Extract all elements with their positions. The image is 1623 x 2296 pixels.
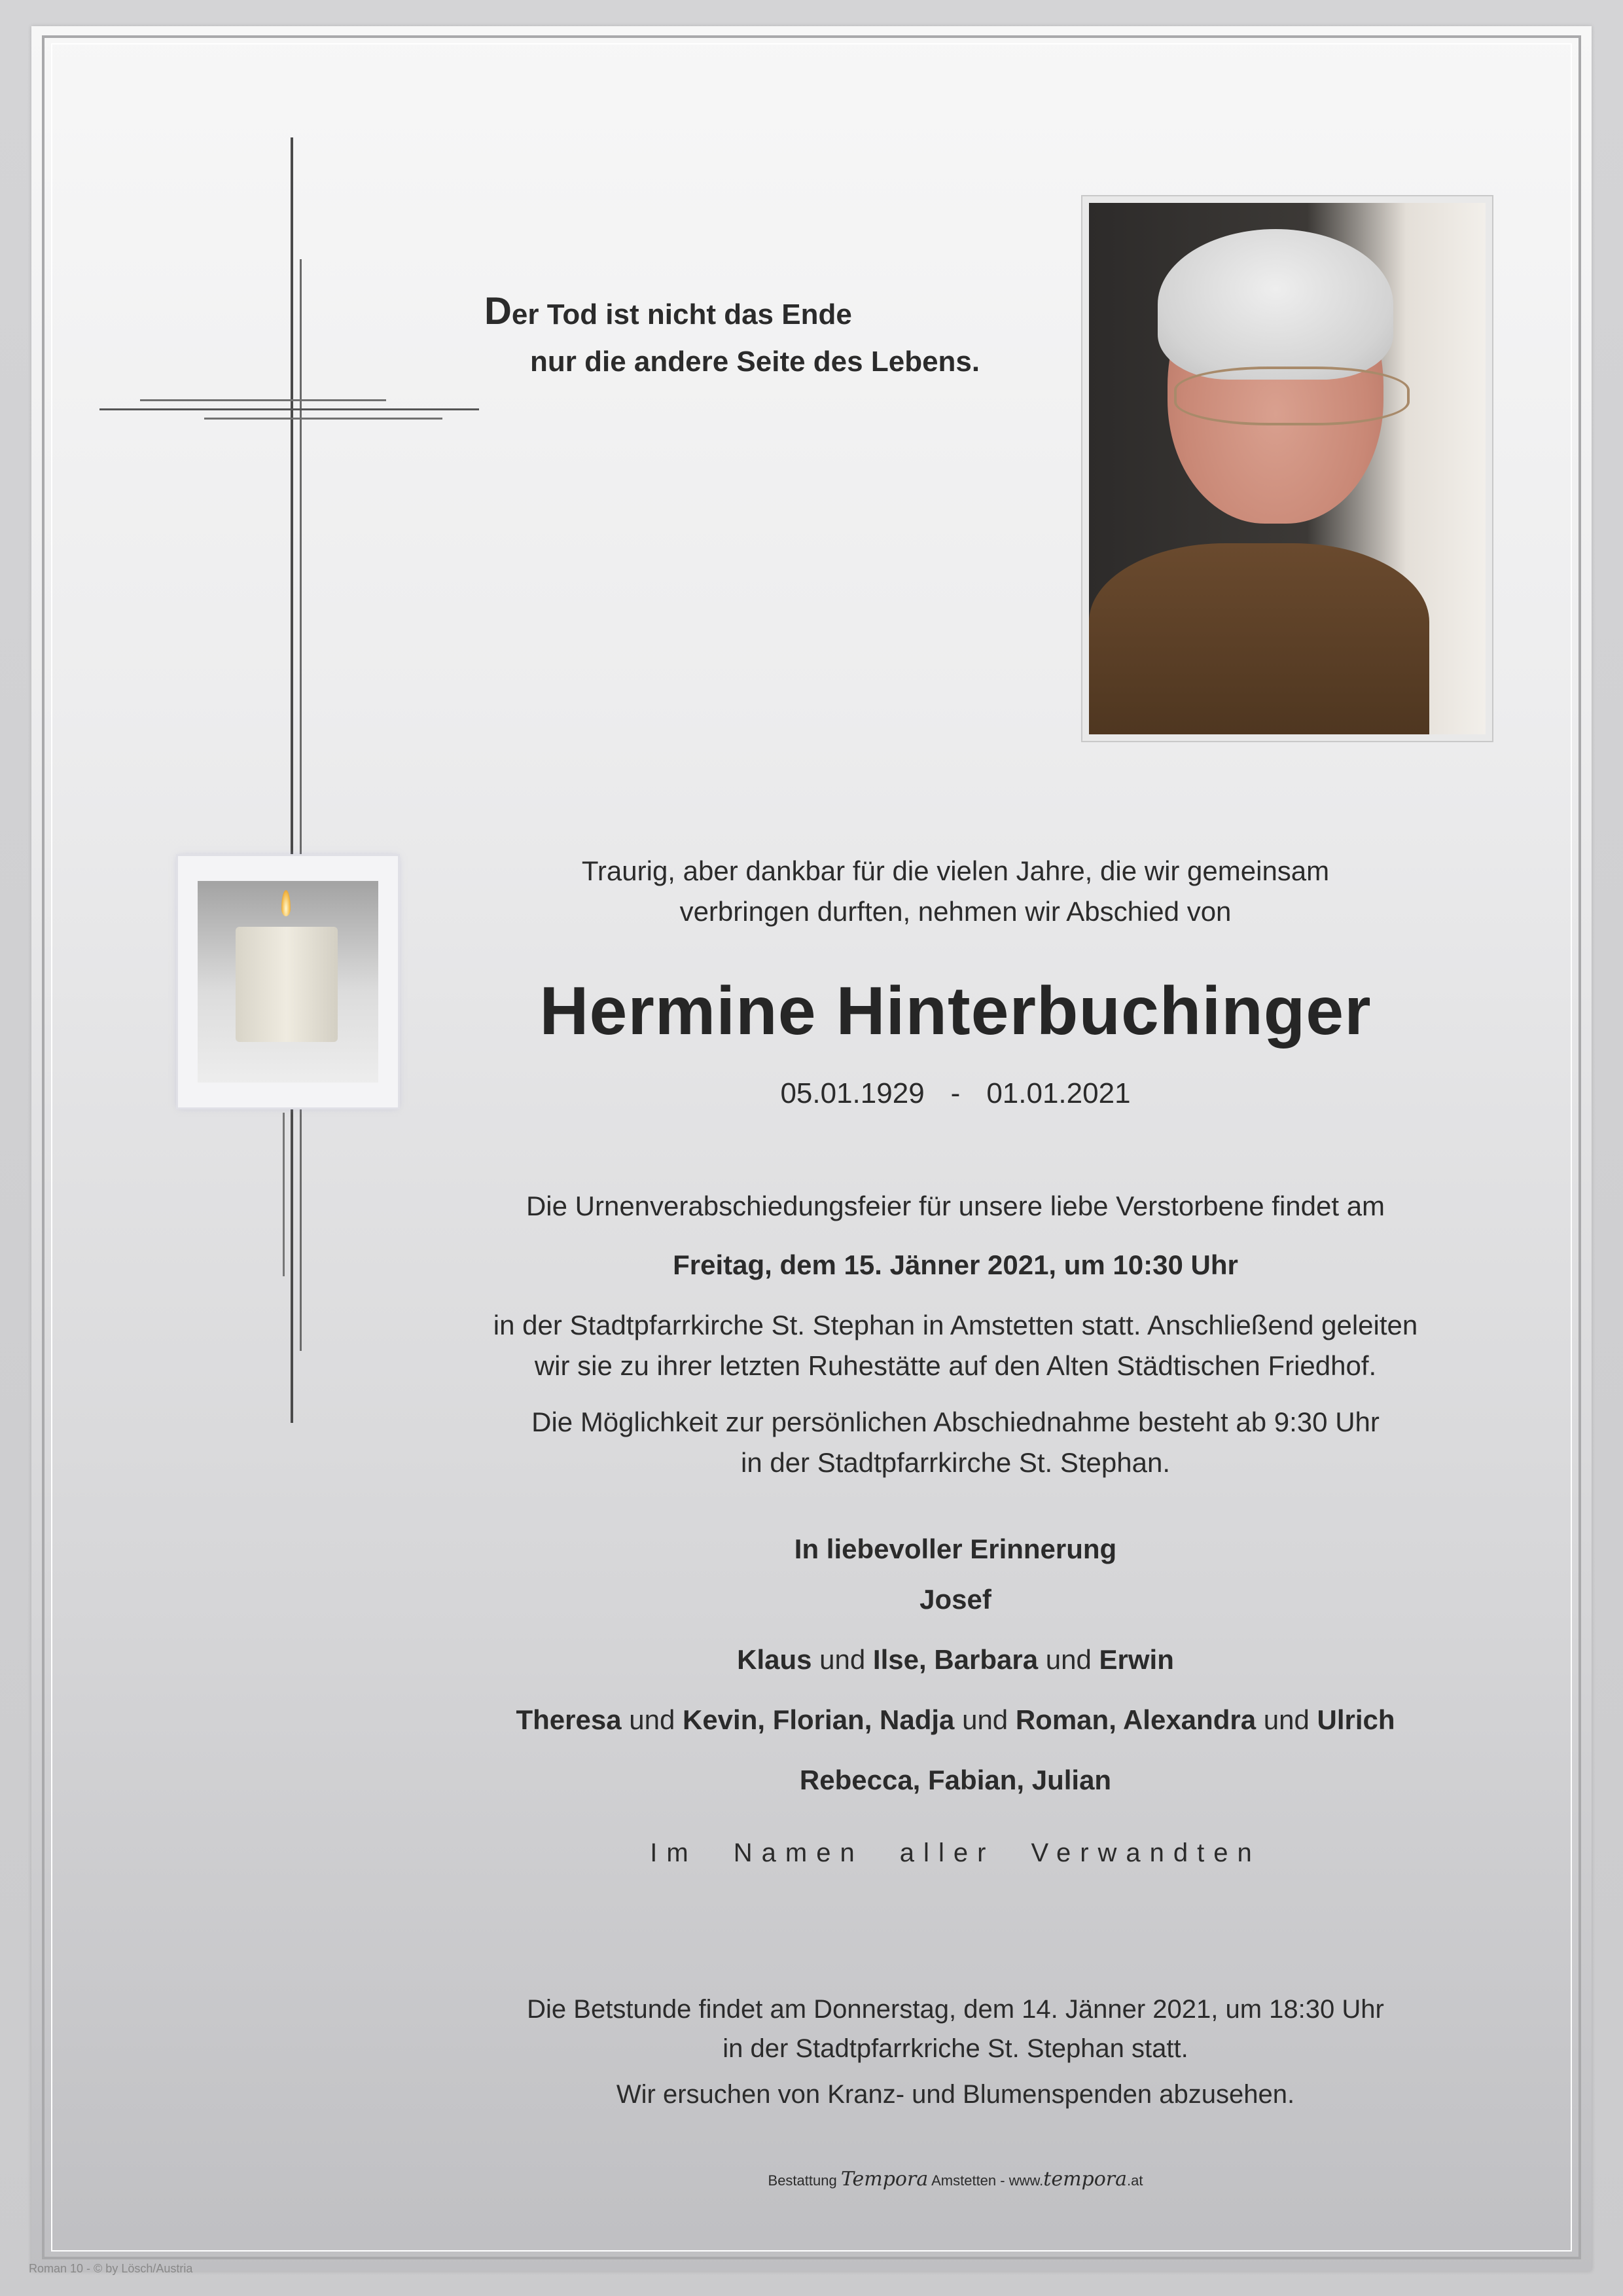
mourner-conjunction: und	[621, 1704, 683, 1735]
ceremony-location	[366, 1305, 1544, 1386]
birth-date: 05.01.1929	[780, 1077, 925, 1109]
footer-prefix: Bestattung	[768, 2172, 837, 2189]
mourner-name: Klaus	[737, 1644, 812, 1675]
copyright-note: Roman 10 - © by Lösch/Austria	[29, 2262, 193, 2275]
footer-domain-brand: tempora	[1043, 2168, 1128, 2191]
motto-line1: er Tod ist nicht das Ende	[511, 298, 852, 331]
mourner-name: Josef	[919, 1584, 991, 1615]
intro-line1: Traurig, aber dankbar für die vielen Jahre, die wir gemeinsam	[581, 855, 1330, 886]
intro-line2: verbringen durften, nehmen wir Abschied von	[679, 896, 1232, 927]
mourner-conjunction: und	[1038, 1644, 1099, 1675]
farewell-line2: in der Stadtpfarrkirche St. Stephan.	[740, 1447, 1171, 1478]
motto-initial: D	[484, 290, 512, 332]
mourners-block	[366, 1529, 1544, 1810]
life-dates	[366, 1071, 1544, 1117]
footer-middle: Amstetten - www.	[931, 2172, 1044, 2189]
mourner-row-1	[366, 1570, 1544, 1630]
footer-suffix: .at	[1127, 2172, 1143, 2189]
farewell-info	[366, 1402, 1544, 1483]
footer-brand-logo: Tempora	[840, 2168, 929, 2191]
mourner-conjunction: und	[812, 1644, 873, 1675]
prayer-notice	[366, 1990, 1544, 2068]
memory-heading: In liebevoller Erinnerung	[794, 1534, 1117, 1564]
mourner-row-4	[366, 1750, 1544, 1810]
candle-flame-icon	[281, 890, 291, 916]
mourner-name: Rebecca, Fabian, Julian	[799, 1765, 1112, 1795]
mourner-name: Ulrich	[1317, 1704, 1395, 1735]
mourner-name: Kevin, Florian, Nadja	[682, 1704, 955, 1735]
mourner-row-3	[366, 1690, 1544, 1750]
mourner-name: Theresa	[516, 1704, 622, 1735]
prayer-line1: Die Betstunde findet am Donnerstag, dem 14. Jänner 2021, um 18:30 Uhr	[527, 1995, 1384, 2024]
mourner-conjunction: und	[954, 1704, 1016, 1735]
ceremony-line3: in der Stadtpfarrkirche St. Stephan in Amstetten statt. Anschließend geleiten	[493, 1310, 1418, 1340]
portrait-photo	[1082, 196, 1492, 741]
mourner-name: Roman, Alexandra	[1015, 1704, 1257, 1735]
flowers-notice: Wir ersuchen von Kranz- und Blumenspenden abzusehen.	[616, 2080, 1295, 2109]
farewell-line1: Die Möglichkeit zur persönlichen Abschiednahme besteht ab 9:30 Uhr	[531, 1407, 1380, 1437]
ceremony-line4: wir sie zu ihrer letzten Ruhestätte auf den Alten Städtischen Friedhof.	[534, 1350, 1377, 1381]
motto-quote	[484, 288, 980, 386]
death-date: 01.01.2021	[986, 1077, 1131, 1109]
ceremony-datetime: Freitag, dem 15. Jänner 2021, um 10:30 Uhr	[673, 1249, 1238, 1280]
all-relatives-line: Im Namen aller Verwandten	[650, 1839, 1261, 1867]
motto-line2: nur die andere Seite des Lebens.	[530, 346, 980, 378]
prayer-line2: in der Stadtpfarrkriche St. Stephan statt.	[722, 2034, 1188, 2063]
mourner-row-2	[366, 1630, 1544, 1690]
intro-text	[366, 851, 1544, 932]
mourner-conjunction: und	[1256, 1704, 1317, 1735]
deceased-name: Hermine Hinterbuchinger	[539, 973, 1372, 1049]
mourner-name: Ilse, Barbara	[872, 1644, 1039, 1675]
mourner-name: Erwin	[1099, 1644, 1174, 1675]
undertaker-footer	[366, 2166, 1544, 2194]
ceremony-intro: Die Urnenverabschiedungsfeier für unsere liebe Verstorbene findet am	[526, 1191, 1385, 1221]
candle-image	[178, 856, 398, 1107]
date-separator: -	[950, 1077, 961, 1109]
